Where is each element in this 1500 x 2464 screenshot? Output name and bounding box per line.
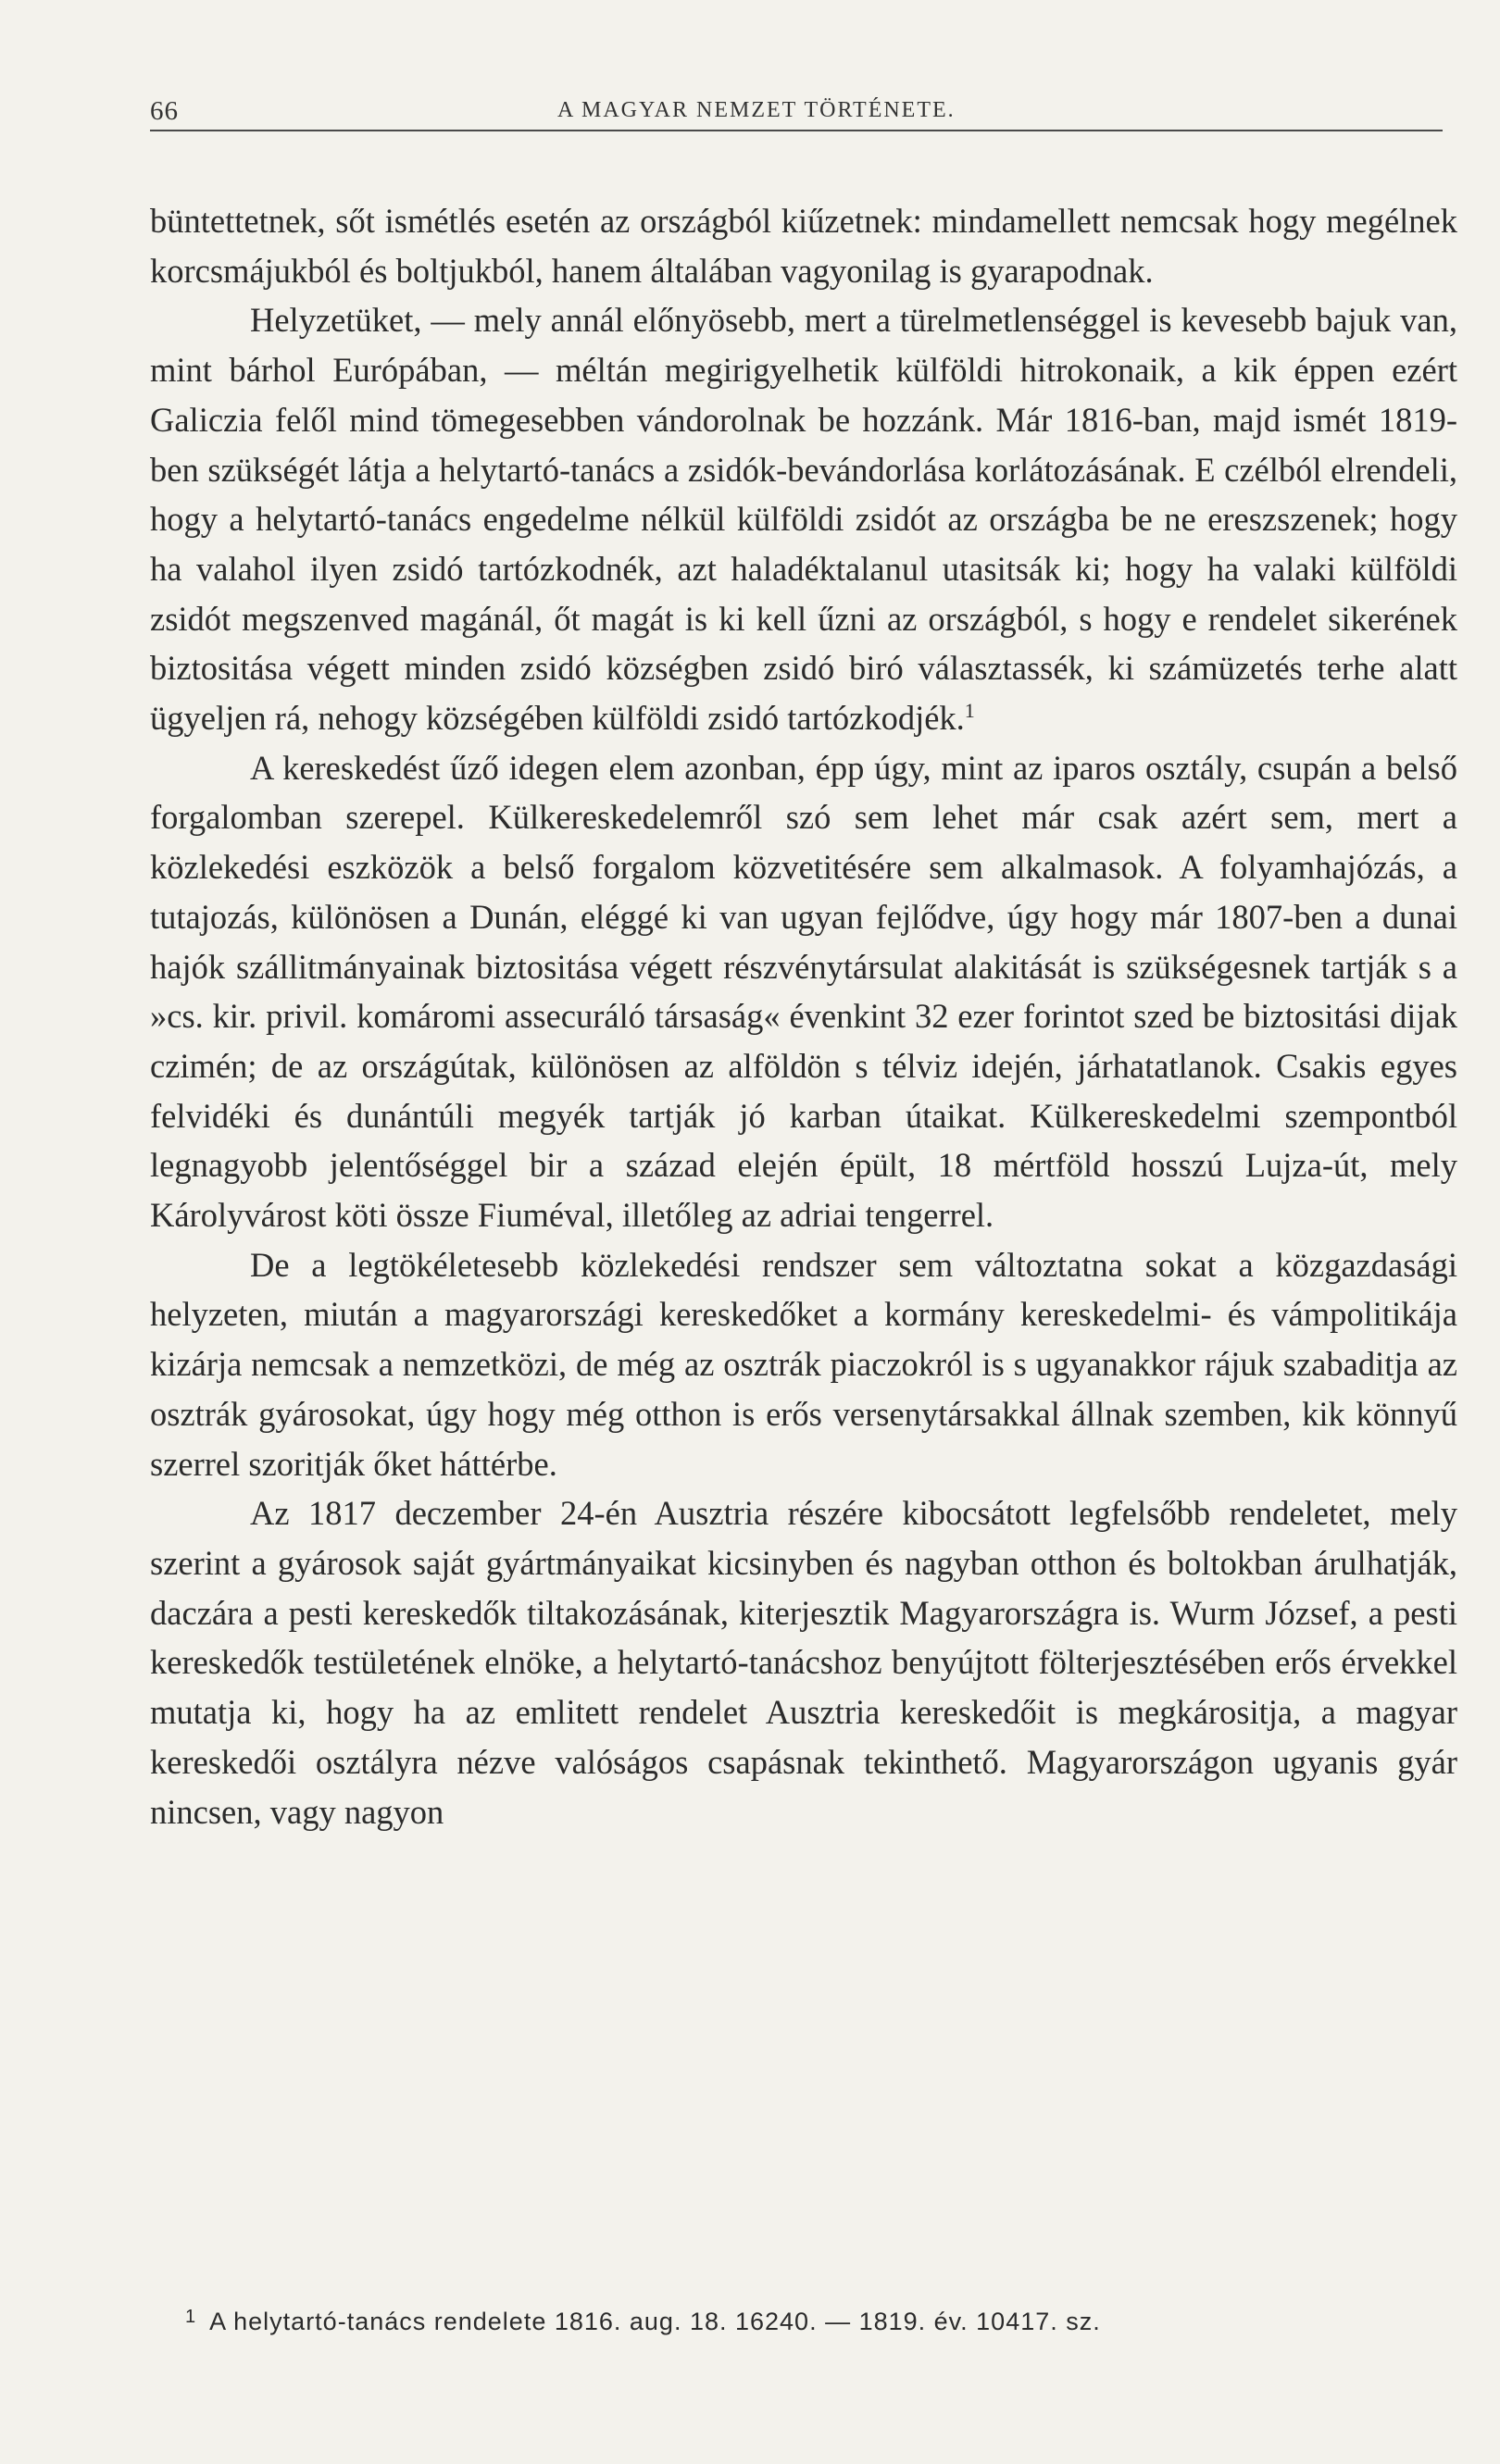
paragraph-4 (150, 1240, 1457, 1489)
paragraph-3 (150, 743, 1457, 1240)
footnote (185, 2307, 1443, 2336)
footnote-text: A helytartó-tanács rendelete 1816. aug. 18. 16240. — 1819. év. 10417. sz. (209, 2308, 1101, 2335)
paragraph-text: Az 1817 deczember 24-én Ausztria részére kibocsátott legfelsőbb rendeletet, mely szerint a gyárosok saját gyártmányaikat kicsinyben és nagyban otthon és boltokban árulhatják, daczára a pesti kereskedők tiltakozásának, kiterjesztik Magyarországra is. Wurm József, a pesti kereskedők testületének elnöke, a helytartó-tanácshoz benyújtott fölterjesztésében erős érvekkel mutatja ki, hogy ha az emlitett rendelet Ausztria kereskedőit is megkárositja, a magyar kereskedői osztályra nézve valóságos csapásnak tekinthető. Magyarországon ugyanis gyár nincsen, vagy nagyon (150, 1494, 1457, 1831)
footnote-mark: 1 (185, 2307, 197, 2327)
running-title: A MAGYAR NEMZET TÖRTÉNETE. (557, 98, 956, 122)
page-header (150, 89, 1443, 131)
paragraph-5 (150, 1488, 1457, 1836)
page-number: 66 (150, 96, 179, 126)
paragraph-text: De a legtökéletesebb közlekedési rendszer sem változtatna sokat a közgazdasági helyzeten, miután a magyarországi kereskedőket a kormány kereskedelmi- és vámpolitikája kizárja nemcsak a nemzetközi, de még az osztrák piaczokról is s ugyanakkor rájuk szabaditja az osztrák gyárosokat, úgy hogy még otthon is erős versenytársakkal állnak szemben, kik könnyű szerrel szoritják őket háttérbe. (150, 1245, 1457, 1483)
paragraph-text: A kereskedést űző idegen elem azonban, épp úgy, mint az iparos osztály, csupán a belső forgalomban szerepel. Külkereskedelemről szó sem lehet már csak azért sem, mert a közlekedési eszközök a belső forgalom közvetitésére sem alkalmasok. A folyamhajózás, a tutajozás, különösen a Dunán, eléggé ki van ugyan fejlődve, úgy hogy már 1807-ben a dunai hajók szállitmányainak biztositása végett részvénytársulat alakitását is szükségesnek tartják s a »cs. kir. privil. komáromi assecuráló társaság« évenkint 32 ezer forintot szed be biztositási dijak czimén; de az országútak, különösen az alföldön s télviz idején, járhatatlanok. Csakis egyes felvidéki és dunántúli megyék tartják jó karban útaikat. Külkereskedelmi szempontból legnagyobb jelentőséggel bir a század elején épült, 18 mértföld hosszú Lujza-út, mely Károlyvárost köti össze Fiuméval, illetőleg az adriai tengerrel. (150, 748, 1457, 1235)
body-text (150, 196, 1457, 1836)
paragraph-1 (150, 196, 1457, 295)
paragraph-2 (150, 295, 1457, 742)
paragraph-text: büntettetnek, sőt ismétlés esetén az országból kiűzetnek: mindamellett nemcsak hogy megélnek korcsmájukból és boltjukból, hanem általában vagyonilag is gyarapodnak. (150, 202, 1457, 290)
paragraph-text: Helyzetüket, — mely annál előnyösebb, mert a türelmetlenséggel is kevesebb bajuk van, mint bárhol Európában, — méltán megirigyelhetik külföldi hitrokonaik, a kik éppen ezért Galiczia felől mind tömegesebben vándorolnak be hozzánk. Már 1816-ban, majd ismét 1819-ben szükségét látja a helytartó-tanács a zsidók-bevándorlása korlátozásának. E czélból elrendeli, hogy a helytartó-tanács engedelme nélkül külföldi zsidót az országba be ne ereszszenek; hogy ha valahol ilyen zsidó tartózkodnék, azt haladéktalanul utasitsák ki; hogy ha valaki külföldi zsidót megszenved magánál, őt magát is ki kell űzni az országból, s hogy e rendelet sikerének biztositása végett minden zsidó községben zsidó biró választassék, ki számüzetés terhe alatt ügyeljen rá, nehogy községében külföldi zsidó tartózkodjék. (150, 301, 1457, 738)
footnote-reference: 1 (964, 698, 975, 722)
